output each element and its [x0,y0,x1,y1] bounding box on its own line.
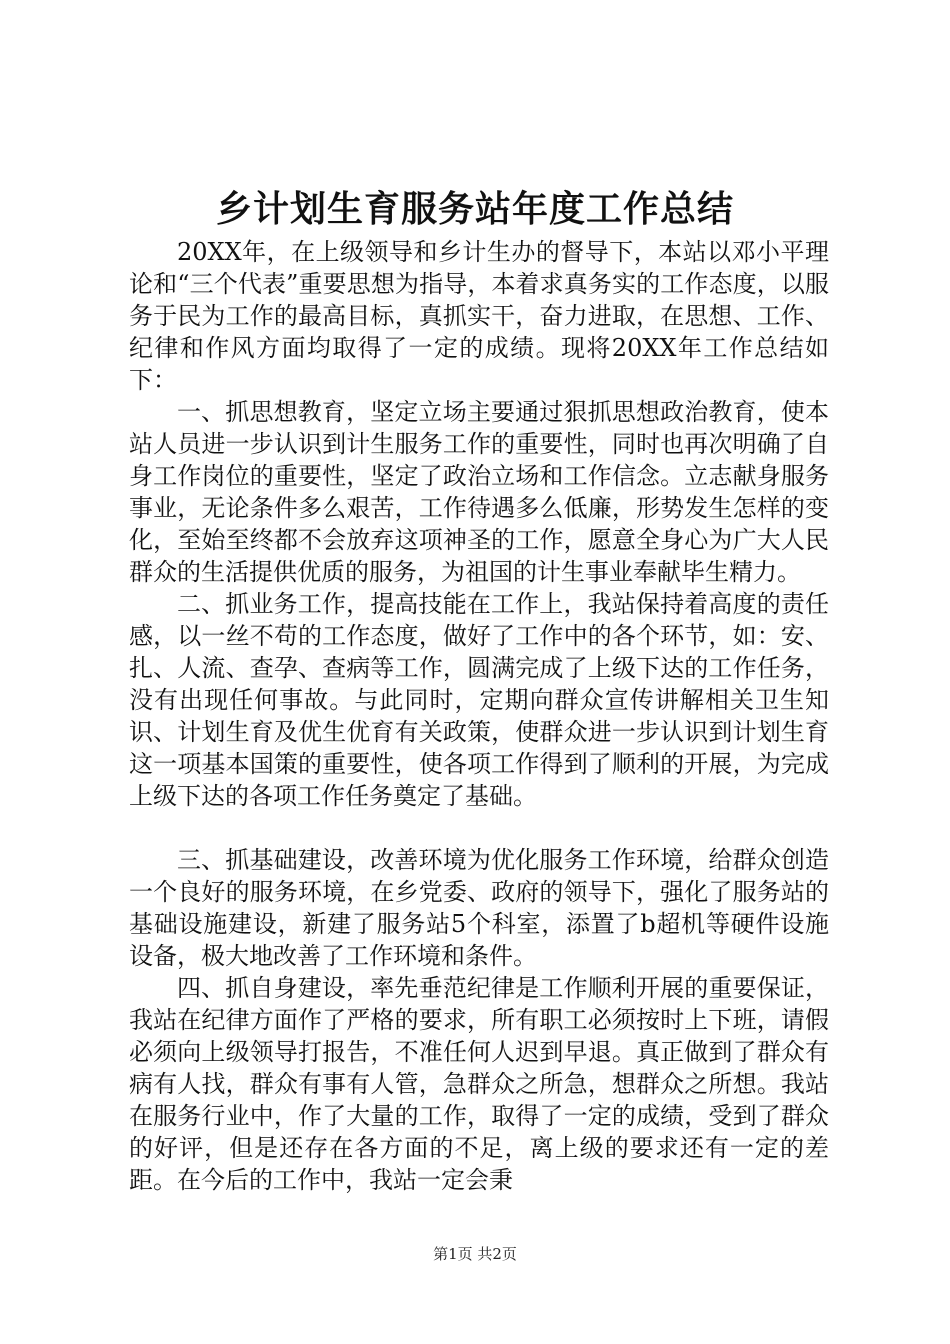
paragraph-section-1: 一、抓思想教育，坚定立场主要通过狠抓思想政治教育，使本站人员进一步认识到计生服务工作的重要性，同时也再次明确了自身工作岗位的重要性，坚定了政治立场和工作信念。立志献身服务事业，无论条件多么艰苦，工作待遇多么低廉，形势发生怎样的变化，至始至终都不会放弃这项神圣的工作，愿意全身心为广大人民群众的生活提供优质的服务，为祖国的计生事业奉献毕生精力。 [129,398,829,586]
paragraph-section-3: 三、抓基础建设，改善环境为优化服务工作环境，给群众创造一个良好的服务环境，在乡党委、政府的领导下，强化了服务站的基础设施建设，新建了服务站5个科室，添置了b超机等硬件设施设备，极大地改善了工作环境和条件。 [129,846,829,970]
paragraph-section-4: 四、抓自身建设，率先垂范纪律是工作顺利开展的重要保证，我站在纪律方面作了严格的要求，所有职工必须按时上下班，请假必须向上级领导打报告，不准任何人迟到早退。真正做到了群众有病有人找，群众有事有人管，急群众之所急，想群众之所想。我站在服务行业中，作了大量的工作，取得了一定的成绩，受到了群众的好评，但是还存在各方面的不足，离上级的要求还有一定的差距。在今后的工作中，我站一定会秉 [129,974,829,1194]
page-footer: 第1页 共2页 [433,1245,517,1263]
paragraph-intro: 20XX年，在上级领导和乡计生办的督导下，本站以邓小平理论和“三个代表”重要思想为指导，本着求真务实的工作态度，以服务于民为工作的最高目标，真抓实干，奋力进取，在思想、工作、纪律和作风方面均取得了一定的成绩。现将20XX年工作总结如下： [129,238,829,394]
document-title: 乡计划生育服务站年度工作总结 [215,189,734,230]
paragraph-section-2: 二、抓业务工作，提高技能在工作上，我站保持着高度的责任感，以一丝不苟的工作态度，做好了工作中的各个环节，如：安、扎、人流、查孕、查病等工作，圆满完成了上级下达的工作任务，没有出现任何事故。与此同时，定期向群众宣传讲解相关卫生知识、计划生育及优生优育有关政策，使群众进一步认识到计划生育这一项基本国策的重要性，使各项工作得到了顺利的开展，为完成上级下达的各项工作任务奠定了基础。 [129,590,829,810]
document-body [129,236,829,1196]
